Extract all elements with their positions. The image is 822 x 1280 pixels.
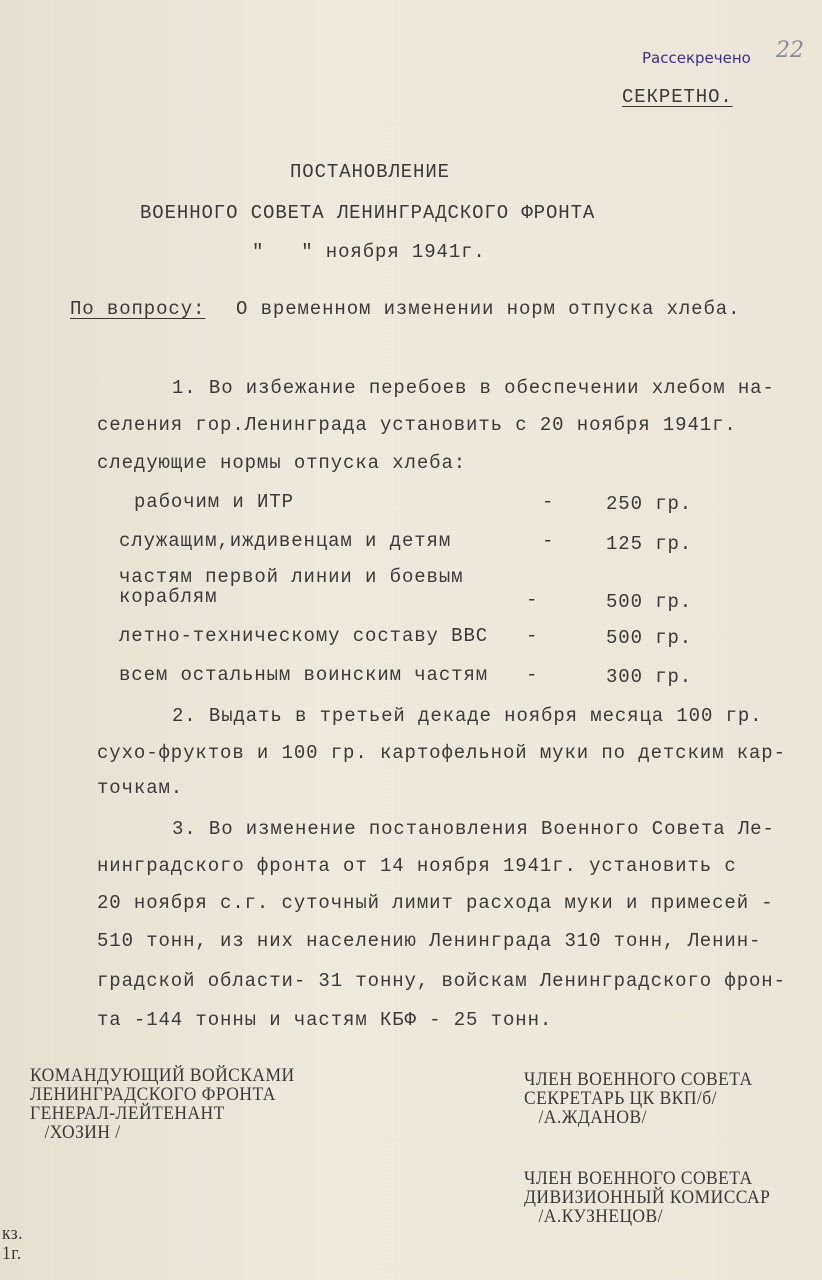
signature-kuznetsov: ЧЛЕН ВОЕННОГО СОВЕТА ДИВИЗИОННЫЙ КОМИССАР /А.КУЗНЕЦОВ/ (524, 1168, 771, 1227)
norm-amount: 300 гр. (606, 666, 693, 688)
document-title: ПОСТАНОВЛЕНИЕ (290, 161, 450, 183)
margin-note: кз. (2, 1223, 23, 1244)
signature-zhdanov: ЧЛЕН ВОЕННОГО СОВЕТА СЕКРЕТАРЬ ЦК ВКП/б/ /А.ЖДАНОВ/ (524, 1069, 753, 1128)
norm-dash: - (526, 625, 539, 647)
item2-line: 2. Выдать в третьей декаде ноября месяца 100 гр. (172, 705, 763, 727)
margin-note: 1г. (2, 1243, 22, 1264)
norm-amount: 500 гр. (606, 627, 693, 649)
item1-line: следующие нормы отпуска хлеба: (97, 452, 467, 474)
norm-dash: - (542, 530, 555, 552)
page-number: 22 (776, 38, 804, 63)
signature-khozin: КОМАНДУЮЩИЙ ВОЙСКАМИ ЛЕНИНГРАДСКОГО ФРОНТА ГЕНЕРАЛ-ЛЕЙТЕНАНТ /ХОЗИН / (30, 1065, 295, 1143)
subject-label: По вопросу: (70, 298, 206, 320)
subject-text: О временном изменении норм отпуска хлеба. (236, 298, 741, 320)
norm-group: рабочим и ИТР (134, 491, 294, 513)
norm-group: частям первой линии и боевым кораблям (119, 566, 464, 608)
item3-line: 3. Во изменение постановления Военного Совета Ле- (172, 818, 775, 840)
norm-dash: - (526, 589, 539, 611)
item2-line: сухо-фруктов и 100 гр. картофельной муки по детским кар- (97, 742, 786, 764)
document-subtitle: ВОЕННОГО СОВЕТА ЛЕНИНГРАДСКОГО ФРОНТА (140, 202, 596, 224)
item3-line: градской области- 31 тонну, войскам Ленинградского фрон- (97, 970, 786, 992)
norm-group: всем остальным воинским частям (119, 664, 489, 686)
item3-line: 20 ноября с.г. суточный лимит расхода муки и примесей - (97, 892, 774, 914)
item2-line: точкам. (97, 777, 184, 799)
norm-dash: - (526, 664, 539, 686)
item3-line: 510 тонн, из них населению Ленинграда 310 тонн, Ленин- (97, 930, 762, 952)
secret-mark: СЕКРЕТНО. (622, 86, 733, 108)
item3-line: нинградского фронта от 14 ноября 1941г. установить с (97, 855, 737, 877)
norm-amount: 500 гр. (606, 591, 693, 613)
item1-line: селения гор.Ленинграда установить с 20 ноября 1941г. (97, 414, 737, 436)
norm-dash: - (542, 491, 555, 513)
item3-line: та -144 тонны и частям КБФ - 25 тонн. (97, 1009, 553, 1031)
norm-group: летно-техническому составу ВВС (119, 625, 489, 647)
norm-amount: 250 гр. (606, 493, 693, 515)
item1-line: 1. Во избежание перебоев в обеспечении хлебом на- (172, 377, 775, 399)
norm-amount: 125 гр. (606, 533, 693, 555)
declassified-stamp: Рассекречено (642, 49, 751, 67)
norm-group: служащим,иждивенцам и детям (119, 530, 452, 552)
document-date: " " ноября 1941г. (252, 241, 486, 263)
